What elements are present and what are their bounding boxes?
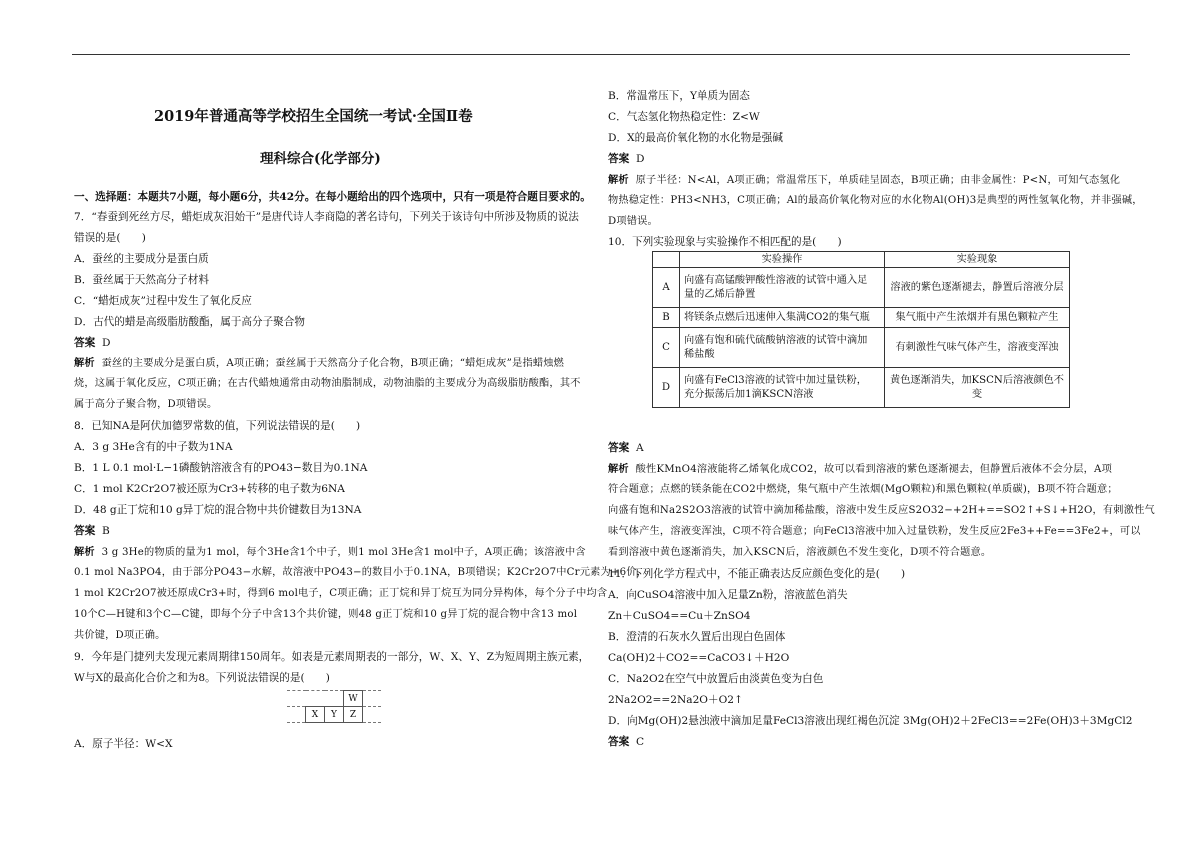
q10-explanation-line3: 向盛有饱和Na2S2O3溶液的试管中滴加稀盐酸，溶液中发生反应S2O32−+2H+==SO2↑+S↓+H2O，有刺激性气 bbox=[608, 505, 1155, 516]
q9-stem-line2: W与X的最高化合价之和为8。下列说法错误的是( ) bbox=[74, 672, 330, 684]
table-row bbox=[653, 308, 1070, 328]
q8-explanation-line4: 10个C—H键和3个C—C键，即每个分子中含13个共价键，则48 g正丁烷和10 g异丁烷的混合物中含13 mol bbox=[74, 609, 578, 620]
answer-value: B bbox=[101, 525, 110, 537]
row-key: D bbox=[653, 368, 680, 408]
q7-stem-line1: 7．“春蚕到死丝方尽，蜡炬成灰泪始干”是唐代诗人李商隐的著名诗句，下列关于该诗句中所涉及物质的说法 bbox=[74, 211, 579, 223]
q7-answer bbox=[74, 336, 110, 350]
q8-option-d: D．48 g正丁烷和10 g异丁烷的混合物中共价键数目为13NA bbox=[74, 504, 362, 516]
section-heading: 一、选择题：本题共7小题，每小题6分，共42分。在每小题给出的四个选项中，只有一项是符合题目要求的。 bbox=[74, 191, 591, 203]
explanation-label: 解析 bbox=[74, 546, 95, 558]
row-phenomenon: 溶液的紫色逐渐褪去，静置后溶液分层 bbox=[885, 268, 1070, 308]
table-header-phenomenon: 实验现象 bbox=[885, 252, 1070, 268]
page-title: 2019年普通高等学校招生全国统一考试·全国Ⅱ卷 bbox=[154, 108, 473, 125]
q11-equation-b: Ca(OH)2＋CO2==CaCO3↓＋H2O bbox=[608, 652, 790, 664]
q9-stem-line1: 9．今年是门捷列夫发现元素周期律150周年。如表是元素周期表的一部分，W、X、Y、Z为短周期主族元素， bbox=[74, 651, 590, 663]
operation-line: 向盛有高锰酸钾酸性溶液的试管中通入足 bbox=[684, 274, 868, 286]
explanation-text: 酸性KMnO4溶液能将乙烯氧化成CO2，故可以看到溶液的紫色逐渐褪去，但静置后液体不会分层，A项 bbox=[635, 464, 1113, 475]
q8-explanation-line1 bbox=[74, 545, 586, 560]
pt-cell-x: X bbox=[306, 707, 325, 723]
q9-explanation-line2: 物热稳定性：PH3<NH3，C项正确；Al的最高价氧化物对应的水化物Al(OH)3是典型的两性氢氧化物，并非强碱， bbox=[608, 195, 1143, 206]
explanation-label: 解析 bbox=[608, 463, 629, 475]
q10-explanation-line5: 看到溶液中黄色逐渐消失，加入KSCN后，溶液颜色不发生变化，D项不符合题意。 bbox=[608, 547, 992, 558]
q8-stem: 8．已知NA是阿伏加德罗常数的值，下列说法错误的是( ) bbox=[74, 420, 361, 432]
explanation-label: 解析 bbox=[608, 174, 629, 186]
answer-label: 答案 bbox=[608, 736, 630, 748]
q9-answer bbox=[608, 152, 644, 166]
q9-option-a: A．原子半径：W<X bbox=[74, 738, 173, 750]
operation-line: 充分振荡后加1滴KSCN溶液 bbox=[684, 388, 814, 400]
q9-option-b: B．常温常压下，Y单质为固态 bbox=[608, 90, 750, 102]
row-phenomenon: 集气瓶中产生浓烟并有黑色颗粒产生 bbox=[885, 308, 1070, 328]
answer-label: 答案 bbox=[608, 153, 630, 165]
explanation-label: 解析 bbox=[74, 357, 95, 369]
operation-line: 向盛有FeCl3溶液的试管中加过量铁粉， bbox=[684, 374, 867, 386]
q11-option-d: D．向Mg(OH)2悬浊液中滴加足量FeCl3溶液出现红褐色沉淀 3Mg(OH)2＋2FeCl3==2Fe(OH)3＋3MgCl2 bbox=[608, 715, 1133, 727]
operation-line: 量的乙烯后静置 bbox=[684, 288, 756, 300]
q7-explanation-line2: 烧，这属于氧化反应，C项正确；在古代蜡烛通常由动物油脂制成，动物油脂的主要成分为高级脂肪酸酯，其不 bbox=[74, 378, 581, 389]
answer-value: D bbox=[635, 153, 645, 165]
row-key: A bbox=[653, 268, 680, 308]
explanation-text: 原子半径：N<Al，A项正确；常温常压下，单质硅呈固态，B项正确；由非金属性：P<N，可知气态氢化 bbox=[635, 175, 1121, 186]
answer-label: 答案 bbox=[74, 337, 96, 349]
q11-equation-a: Zn＋CuSO4==Cu＋ZnSO4 bbox=[608, 610, 751, 622]
pt-cell-w: W bbox=[344, 691, 363, 707]
table-row bbox=[653, 368, 1070, 408]
q11-option-c: C．Na2O2在空气中放置后由淡黄色变为白色 bbox=[608, 673, 824, 685]
q10-explanation-line1 bbox=[608, 462, 1112, 477]
experiment-table bbox=[652, 251, 1070, 408]
row-key: C bbox=[653, 328, 680, 368]
q9-explanation-line1 bbox=[608, 173, 1120, 188]
q8-explanation-line2: 0.1 mol Na3PO4，由于部分PO43−水解，故溶液中PO43−的数目小于0.1NA，B项错误；K2Cr2O7中Cr元素为+6价， bbox=[74, 567, 648, 578]
header-rule bbox=[72, 54, 1130, 55]
answer-label: 答案 bbox=[74, 525, 96, 537]
q9-option-d: D．X的最高价氧化物的水化物是强碱 bbox=[608, 132, 783, 144]
table-header-operation: 实验操作 bbox=[680, 252, 885, 268]
q11-stem: 11．下列化学方程式中，不能正确表达反应颜色变化的是( ) bbox=[608, 568, 906, 580]
q11-option-b: B．澄清的石灰水久置后出现白色固体 bbox=[608, 631, 786, 643]
answer-label: 答案 bbox=[608, 442, 630, 454]
answer-value: C bbox=[635, 736, 645, 748]
q7-explanation-line1 bbox=[74, 356, 564, 371]
row-key: B bbox=[653, 308, 680, 328]
q8-option-c: C．1 mol K2Cr2O7被还原为Cr3+转移的电子数为6NA bbox=[74, 483, 345, 495]
pt-cell bbox=[287, 707, 306, 723]
answer-value: D bbox=[101, 337, 111, 349]
operation-line: 稀盐酸 bbox=[684, 348, 715, 360]
page-subtitle: 理科综合(化学部分) bbox=[260, 151, 381, 167]
table-header-blank bbox=[653, 252, 680, 268]
table-row bbox=[653, 328, 1070, 368]
explanation-text: 蚕丝的主要成分是蛋白质，A项正确；蚕丝属于天然高分子化合物，B项正确；“蜡炬成灰”是指蜡烛燃 bbox=[101, 358, 565, 369]
q9-option-c: C．气态氢化物热稳定性：Z<W bbox=[608, 111, 760, 123]
pt-cell-y: Y bbox=[325, 707, 344, 723]
row-operation bbox=[680, 368, 885, 408]
row-operation: 将镁条点燃后迅速伸入集满CO2的集气瓶 bbox=[680, 308, 885, 328]
q8-explanation-line5: 共价键，D项正确。 bbox=[74, 630, 166, 641]
row-operation bbox=[680, 328, 885, 368]
table-row bbox=[653, 268, 1070, 308]
q10-explanation-line4: 味气体产生，溶液变浑浊，C项不符合题意；向FeCl3溶液中加入过量铁粉，发生反应2Fe3++Fe==3Fe2+，可以 bbox=[608, 526, 1141, 537]
q9-explanation-line3: D项错误。 bbox=[608, 216, 658, 227]
operation-line: 向盛有饱和硫代硫酸钠溶液的试管中滴加 bbox=[684, 334, 868, 346]
q10-answer bbox=[608, 441, 644, 455]
q11-answer bbox=[608, 735, 644, 749]
periodic-table-fragment bbox=[287, 690, 381, 723]
row-phenomenon: 有刺激性气味气体产生，溶液变浑浊 bbox=[885, 328, 1070, 368]
q8-explanation-line3: 1 mol K2Cr2O7被还原成Cr3+时，得到6 mol电子，C项正确；正丁烷和异丁烷互为同分异构体，每个分子中均含 bbox=[74, 588, 608, 599]
q8-option-b: B．1 L 0.1 mol·L−1磷酸钠溶液含有的PO43−数目为0.1NA bbox=[74, 462, 368, 474]
row-phenomenon: 黄色逐渐消失，加KSCN后溶液颜色不变 bbox=[885, 368, 1070, 408]
q7-option-a: A．蚕丝的主要成分是蛋白质 bbox=[74, 253, 209, 265]
q7-option-d: D．古代的蜡是高级脂肪酸酯，属于高分子聚合物 bbox=[74, 316, 305, 328]
q8-option-a: A．3 g 3He含有的中子数为1NA bbox=[74, 441, 233, 453]
pt-cell-z: Z bbox=[344, 707, 363, 723]
row-operation bbox=[680, 268, 885, 308]
q11-equation-c: 2Na2O2==2Na2O＋O2↑ bbox=[608, 694, 743, 706]
q7-option-b: B．蚕丝属于天然高分子材料 bbox=[74, 274, 209, 286]
answer-value: A bbox=[635, 442, 644, 454]
q8-answer bbox=[74, 524, 110, 538]
q7-explanation-line3: 属于高分子聚合物，D项错误。 bbox=[74, 399, 218, 410]
pt-cell bbox=[325, 691, 344, 707]
q11-option-a: A．向CuSO4溶液中加入足量Zn粉，溶液蓝色消失 bbox=[608, 589, 848, 601]
q10-stem: 10．下列实验现象与实验操作不相匹配的是( ) bbox=[608, 236, 842, 248]
q7-stem-line2: 错误的是( ) bbox=[74, 232, 146, 244]
pt-cell bbox=[363, 691, 382, 707]
explanation-text: 3 g 3He的物质的量为1 mol，每个3He含1个中子，则1 mol 3He含1 mol中子，A项正确；该溶液中含 bbox=[101, 547, 586, 558]
q7-option-c: C．“蜡炬成灰”过程中发生了氧化反应 bbox=[74, 295, 252, 307]
pt-cell bbox=[306, 691, 325, 707]
q10-explanation-line2: 符合题意；点燃的镁条能在CO2中燃烧，集气瓶中产生浓烟(MgO颗粒)和黑色颗粒(单质碳)，B项不符合题意； bbox=[608, 484, 1118, 495]
pt-cell bbox=[287, 691, 306, 707]
pt-cell bbox=[363, 707, 382, 723]
